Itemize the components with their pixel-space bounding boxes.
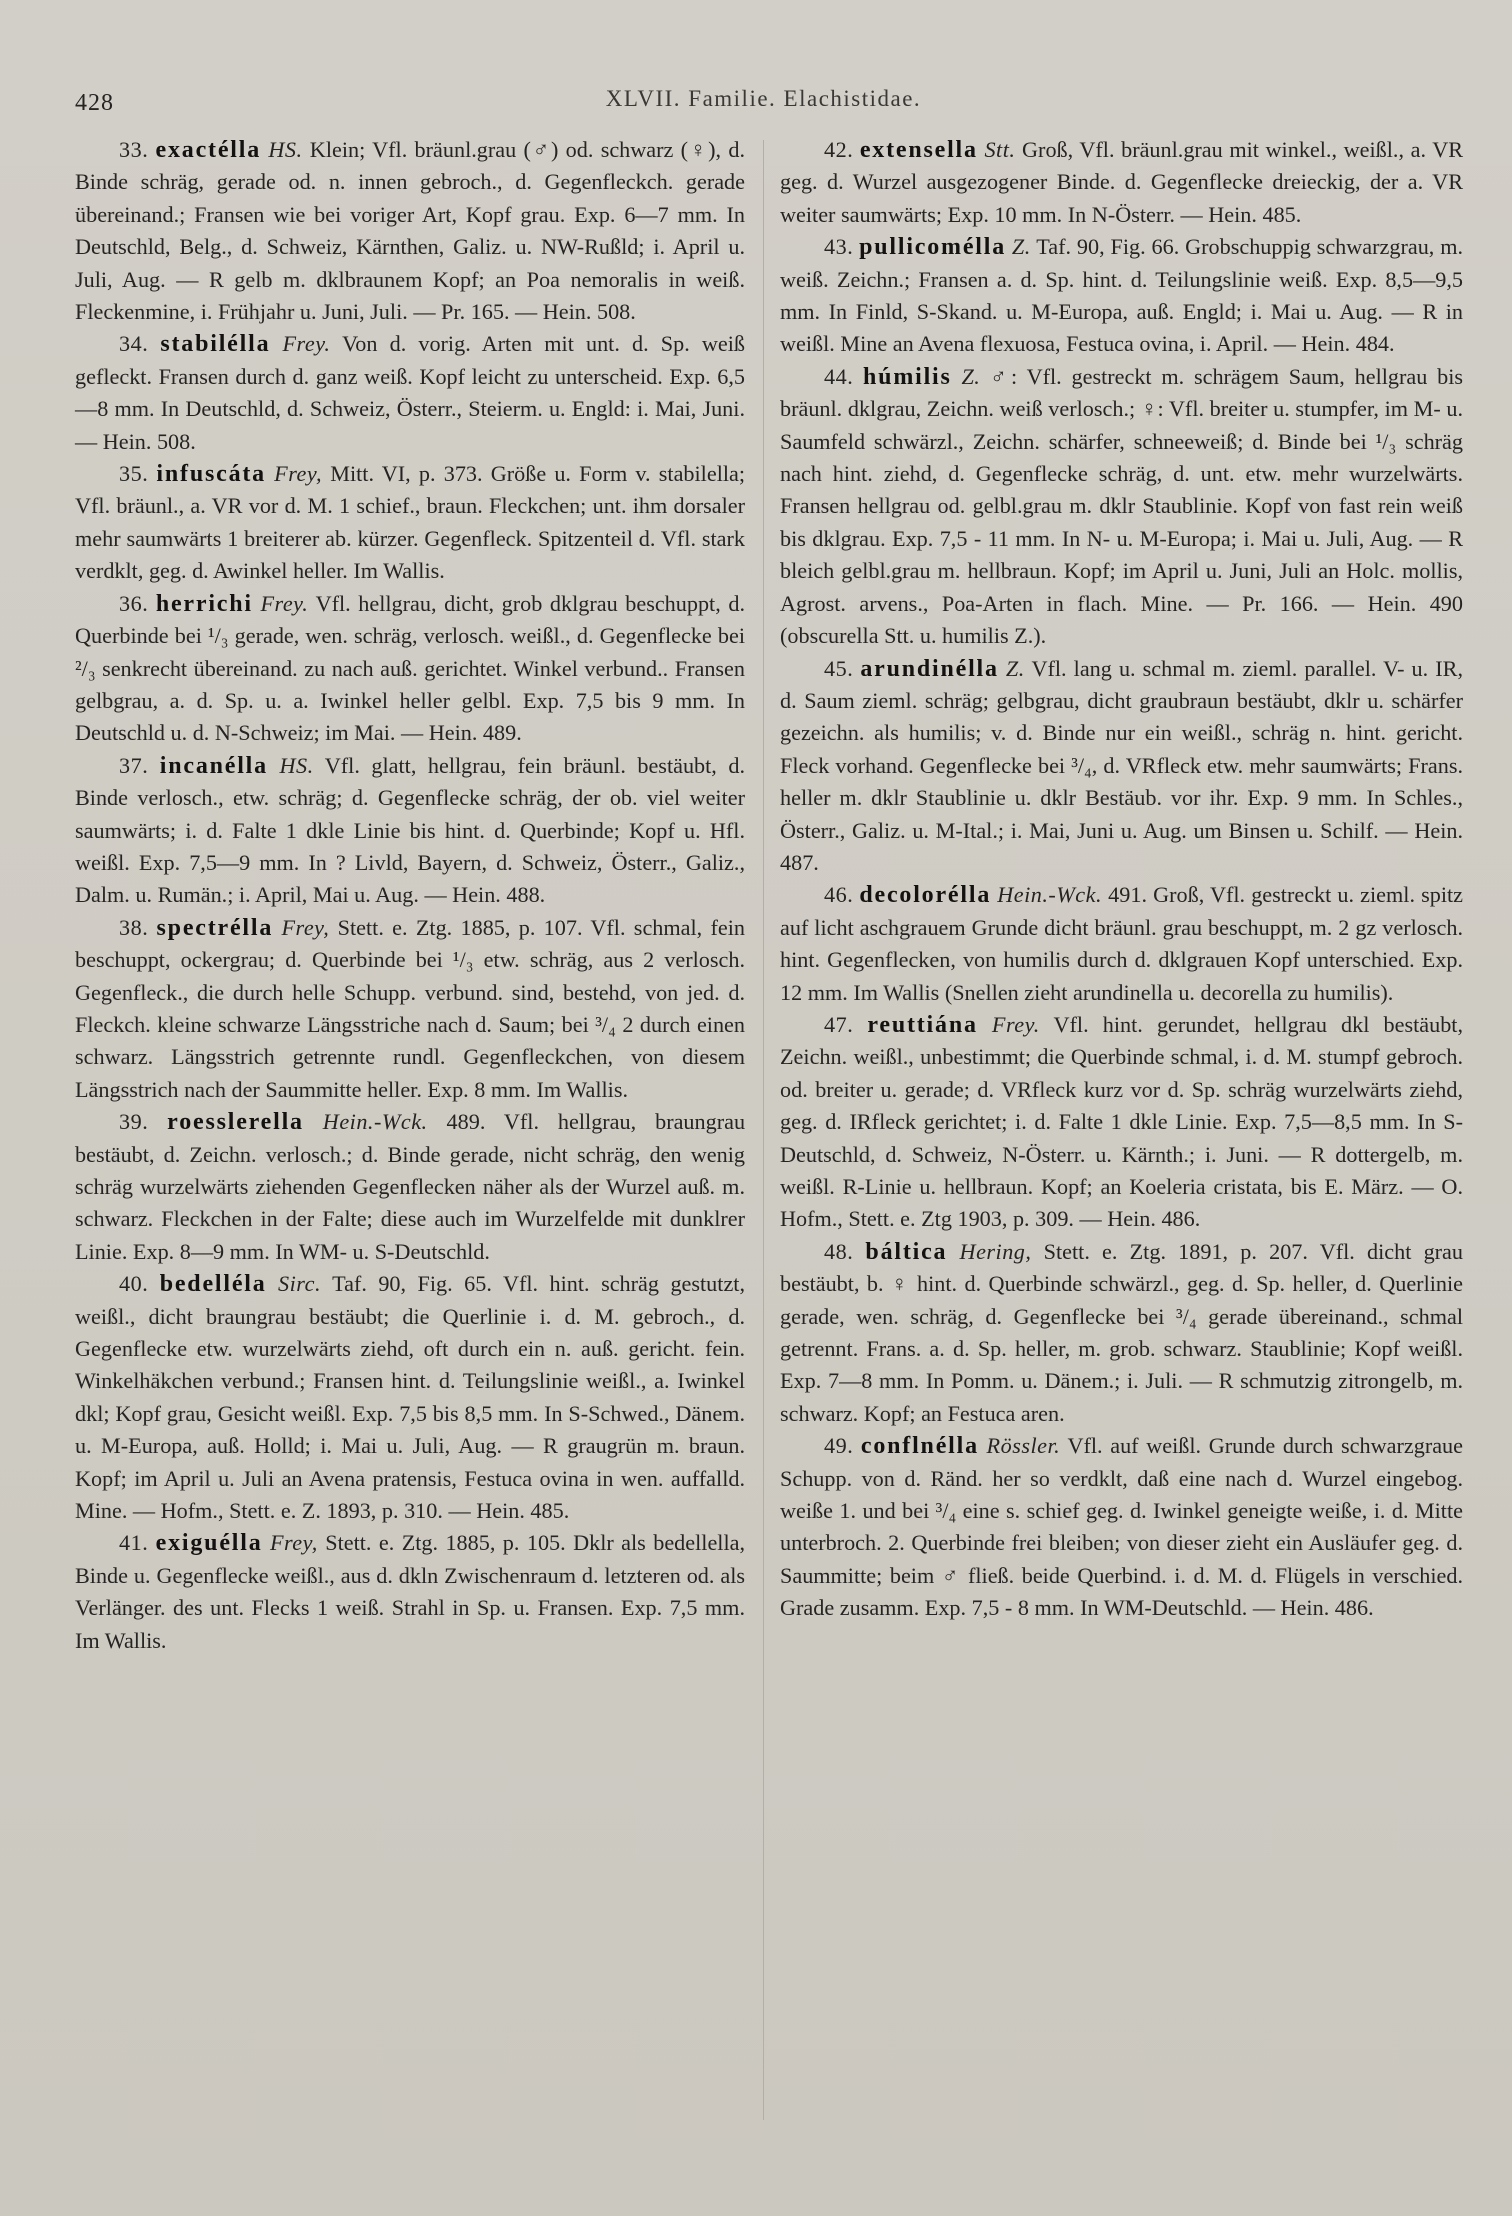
right-column	[780, 134, 1463, 1625]
species-name: exactélla	[155, 137, 262, 163]
entry-number: 42.	[824, 137, 854, 162]
species-name: pullicomélla	[859, 234, 1007, 261]
species-name: exiguélla	[155, 1530, 263, 1557]
species-name: decolorélla	[859, 882, 992, 909]
entry-description: Stett. e. Ztg. 1885, p. 107. Vfl. schmal, fein beschuppt, ockergrau; d. Querbinde bei ¹/₃ etw. schräg, aus 2 verlosch. Gegenfleck., die durch helle Schupp. verbund. sind, bestehd, von jed. d. Fleckch. kleine schwarze Längsstriche nach d. Saum; bei ³/₄ 2 durch einen schwarz. Längsstrich getrennte rundl. Gegenfleckchen, von diesem Längsstrich nach der Saummitte heller. Exp. 8 mm. Im Wallis.	[75, 914, 745, 1102]
species-author: Frey.	[991, 1011, 1040, 1037]
species-author: Z.	[961, 363, 981, 389]
entry-description: Stett. e. Ztg. 1891, p. 207. Vfl. dicht grau bestäubt, b. ♀ hint. d. Querbinde schwärzl., geg. d. Sp. heller, d. Querlinie gerade, wen. schräg, d. Gegenflecke bei ³/₄ gerade übereinand., schmal getrennt. Frans. a. d. Sp. heller, m. grob. schwarz. Staublinie; Kopf weißl. Exp. 7—8 mm. In Pomm. u. Dänem.; i. Juli. — R schmutzig zitrongelb, m. schwarz. Kopf; an Festuca aren.	[780, 1238, 1463, 1426]
species-entry	[75, 134, 745, 328]
entry-description: Taf. 90, Fig. 65. Vfl. hint. schräg gestutzt, weißl., dicht braungrau bestäubt; die Querlinie i. d. M. gebroch., d. Gegenflecke etw. wurzelwärts ziehd, oft durch ein n. auß. gericht. fein. Winkelhäkchen verbund.; Fransen hint. d. Teilungslinie weißl., a. Iwinkel dkl; Kopf grau, Gesicht weißl. Exp. 7,5 bis 8,5 mm. In S-Schwed., Dänem. u. M-Europa, auß. Holld; i. Mai u. Juli, Aug. — R graugrün m. braun. Kopf; im April u. Juli an Avena pratensis, Festuca ovina in wen. auffalld. Mine. — Hofm., Stett. e. Z. 1893, p. 310. — Hein. 485.	[75, 1271, 745, 1524]
species-entry	[780, 1009, 1463, 1236]
page-number: 428	[75, 90, 114, 116]
entry-description: Vfl. lang u. schmal m. zieml. parallel. V- u. IR, d. Saum zieml. schräg; gelbgrau, dicht graubraun bestäubt, dklr u. schärfer gezeichn. als humilis; v. d. Binde nur ein weißl., schräg n. hint. gericht. Fleck vorhand. Gegenflecke bei ³/₄, d. VRfleck etw. mehr saumwärts; Frans. heller m. dklr Staublinie u. dklr Bestäub. vor ihr. Exp. 9 mm. In Schles., Österr., Galiz. u. M-Ital.; i. Mai, Juni u. Aug. um Binsen u. Schilf. — Hein. 487.	[780, 655, 1464, 875]
species-entry	[75, 458, 745, 588]
species-entry	[780, 1236, 1463, 1430]
species-name: roesslerella	[167, 1109, 304, 1136]
species-author: Hering,	[959, 1238, 1032, 1264]
entry-number: 49.	[824, 1433, 854, 1459]
entry-number: 39.	[119, 1109, 149, 1135]
page-header	[75, 82, 1452, 122]
species-entry	[75, 1268, 745, 1527]
entry-number: 37.	[119, 752, 149, 778]
species-entry	[75, 1106, 745, 1268]
entry-number: 44.	[824, 363, 854, 389]
species-entry	[780, 879, 1463, 1009]
entry-description: Vfl. hint. gerundet, hellgrau dkl bestäubt, Zeichn. weißl., unbestimmt; die Querbinde schmal, i. d. M. stumpf gebroch. od. breiter u. gerade; d. VRfleck kurz vor d. Sp. schräg wurzelwärts ziehd, geg. d. IRfleck gerichtet; i. d. Falte 1 dkle Linie. Exp. 7,5—8,5 mm. In S-Deutschld, d. Schweiz, N-Österr. u. Kärnth.; i. Juni. — R dottergelb, m. weißl. R-Linie u. hellbraun. Kopf; an Koeleria cristata, bis E. März. — O. Hofm., Stett. e. Ztg 1903, p. 309. — Hein. 486.	[780, 1011, 1464, 1232]
species-author: Rössler.	[986, 1433, 1061, 1459]
species-name: extensella	[859, 137, 978, 163]
entry-number: 36.	[119, 590, 149, 616]
entry-number: 47.	[824, 1011, 854, 1037]
entry-description: Taf. 90, Fig. 66. Grobschuppig schwarzgrau, m. weiß. Zeichn.; Fransen a. d. Sp. hint. d. Teilungslinie weiß. Exp. 8,5—9,5 mm. In Finld, S-Skand. u. M-Europa, auß. Engld; i. Mai u. Aug. — R in weißl. Mine an Avena flexuosa, Festuca ovina, i. April. — Hein. 484.	[780, 234, 1464, 357]
running-title: XLVII. Familie. Elachistidae.	[605, 86, 922, 111]
species-author: Frey,	[281, 914, 330, 940]
species-author: Z.	[1005, 655, 1025, 681]
entry-number: 41.	[119, 1530, 149, 1556]
species-author: HS.	[268, 137, 303, 162]
left-column	[75, 134, 745, 1657]
species-name: infuscáta	[156, 461, 266, 488]
species-name: spectrélla	[156, 914, 274, 941]
species-author: Frey,	[269, 1530, 318, 1556]
species-name: stabiléllа	[160, 331, 271, 358]
species-entry	[75, 1527, 745, 1657]
entry-description: Klein; Vfl. bräunl.grau (♂) od. schwarz (♀), d. Binde schräg, gerade od. n. innen gebroch., d. Gegenfleckch. gerade übereinand.; Fransen wie bei voriger Art, Kopf grau. Exp. 6—7 mm. In Deutschld, Belg., d. Schweiz, Kärnthen, Galiz. u. NW-Rußld; i. April u. Juli, Aug. — R gelb m. dklbraunem Kopf; an Poa nemoralis in weiß. Fleckenmine, i. Frühjahr u. Juni, Juli. — Pr. 165. — Hein. 508.	[75, 137, 746, 325]
species-author: Stt.	[984, 137, 1016, 162]
species-entry	[75, 328, 745, 458]
entry-number: 45.	[824, 655, 854, 681]
species-name: báltica	[865, 1238, 948, 1265]
species-author: Frey.	[282, 331, 331, 357]
species-author: Frey,	[274, 461, 323, 487]
species-entry	[780, 231, 1463, 361]
species-author: Frey.	[260, 590, 309, 616]
species-entry	[75, 750, 745, 912]
entry-description: Vfl. hellgrau, dicht, grob dklgrau beschuppt, d. Querbinde bei ¹/₃ gerade, wen. schräg, verlosch. weißl., d. Gegenflecke bei ²/₃ senkrecht übereinand. zu nach auß. gerichtet. Winkel verbund.. Fransen gelbgrau, a. d. Sp. u. a. Iwinkel heller gelbl. Exp. 7,5 bis 9 mm. In Deutschld u. d. N-Schweiz; im Mai. — Hein. 489.	[75, 590, 745, 746]
entry-number: 38.	[119, 914, 149, 940]
species-name: conflnélla	[860, 1433, 979, 1460]
entry-description: 491. Groß, Vfl. gestreckt u. zieml. spitz auf licht aschgrauem Grunde dicht bräunl. grau beschuppt, m. 2 gz verlosch. hint. Gegenflecken, von humilis durch d. dklgrauen Kopf unterschied. Exp. 12 mm. Im Wallis (Snellen zieht arundinella u. decorella zu humilis).	[780, 882, 1464, 1005]
species-name: bedelléla	[159, 1271, 267, 1298]
species-author: HS.	[279, 752, 314, 778]
entry-description: Vfl. auf weißl. Grunde durch schwarzgraue Schupp. von d. Ränd. her so verdklt, daß eine nach d. Wurzel eingebog. weiße 1. und bei ³/₄ eine s. schief geg. d. Iwinkel geneigte weiße, i. d. Mitte unterbroch. 2. Querbinde frei bleiben; von dieser zieht ein Ausläufer geg. d. Saummitte; beim ♂ fließ. beide Querbind. i. d. M. d. Flügels in verschied. Grade zusamm. Exp. 7,5 - 8 mm. In WM-Deutschld. — Hein. 486.	[780, 1433, 1464, 1621]
species-entry	[780, 134, 1463, 231]
species-name: húmilis	[863, 363, 952, 390]
species-entry	[780, 1430, 1463, 1624]
entry-description: 489. Vfl. hellgrau, braungrau bestäubt, d. Zeichn. verlosch.; d. Binde gerade, nicht schräg, den wenig schräg wurzelwärts ziehenden Gegenflecken näher als der Wurzel auß. m. schwarz. Fleckchen in der Falte; diese auch im Wurzelfelde mit dunklrer Linie. Exp. 8—9 mm. In WM- u. S-Deutschld.	[75, 1109, 746, 1264]
species-name: herrichi	[155, 590, 253, 617]
species-author: Hein.-Wck.	[997, 882, 1103, 908]
entry-description: Stett. e. Ztg. 1885, p. 105. Dklr als bedellella, Binde u. Gegenflecke weißl., aus d. dkln Zwischenraum d. letzteren od. als Verlänger. des unt. Flecks 1 weiß. Strahl in Sp. u. Fransen. Exp. 7,5 mm. Im Wallis.	[75, 1530, 746, 1653]
entry-number: 35.	[119, 461, 149, 487]
species-entry	[75, 912, 745, 1106]
entry-description: Groß, Vfl. bräunl.grau mit winkel., weißl., a. VR geg. d. Wurzel ausgezogener Binde. d. Gegenflecke dreieckig, der a. VR weiter saumwärts; Exp. 10 mm. In N-Österr. — Hein. 485.	[780, 137, 1464, 227]
species-entry	[780, 653, 1463, 880]
entry-description: Mitt. VI, p. 373. Größe u. Form v. stabilella; Vfl. bräunl., a. VR vor d. M. 1 schief., braun. Fleckchen; unt. ihm dorsaler mehr saumwärts 1 breiterer ab. kürzer. Gegenfleck. Spitzenteil d. Vfl. stark verdklt, geg. d. Awinkel heller. Im Wallis.	[75, 461, 746, 584]
entry-number: 34.	[119, 331, 149, 357]
species-author: Hein.-Wck.	[322, 1109, 428, 1135]
entry-number: 48.	[824, 1238, 854, 1264]
entry-number: 33.	[119, 137, 149, 162]
entry-number: 43.	[824, 234, 854, 260]
entry-description: ♂: Vfl. gestreckt m. schrägem Saum, hellgrau bis bräunl. dklgrau, Zeichn. weiß verlosch.; ♀: Vfl. breiter u. stumpfer, im M- u. Saumfeld schwärzl., Zeichn. schärfer, schneeweiß; d. Binde bei ¹/₃ schräg nach hint. ziehd, d. Gegenflecke schräg, d. unt. etw. mehr wurzelwärts. Fransen hellgrau od. gelbl.grau m. dklr Staublinie. Kopf von fast rein weiß bis dklgrau. Exp. 7,5 - 11 mm. In N- u. M-Europa; i. Mai u. Juli, Aug. — R bleich gelbl.grau m. hellbraun. Kopf; im April u. Juni, Juli an Holc. mollis, Agrost. arvens., Poa-Arten in flach. Mine. — Pr. 166. — Hein. 490 (obscurella Stt. u. humilis Z.).	[780, 363, 1464, 649]
column-divider	[763, 140, 764, 2120]
species-author: Sirc.	[278, 1271, 321, 1297]
entry-description: Vfl. glatt, hellgrau, fein bräunl. bestäubt, d. Binde verlosch., etw. schräg; d. Gegenflecke schräg, der ob. viel weiter saumwärts; i. d. Falte 1 dkle Linie bis hint. d. Querbinde; Kopf u. Hfl. weißl. Exp. 7,5—9 mm. In ? Livld, Bayern, d. Schweiz, Österr., Galiz., Dalm. u. Rumän.; i. April, Mai u. Aug. — Hein. 488.	[75, 752, 746, 908]
entry-number: 46.	[824, 882, 854, 908]
species-name: reuttiána	[867, 1011, 978, 1038]
entry-number: 40.	[119, 1271, 149, 1297]
species-entry	[75, 588, 745, 750]
species-author: Z.	[1011, 234, 1031, 260]
species-name: incanélla	[159, 752, 268, 779]
species-entry	[780, 361, 1463, 653]
species-name: arundinélla	[860, 655, 999, 682]
entry-description: Von d. vorig. Arten mit unt. d. Sp. weiß gefleckt. Fransen durch d. ganz weiß. Kopf leicht zu unterscheid. Exp. 6,5—8 mm. In Deutschld, d. Schweiz, Österr., Steierm. u. Engld: i. Mai, Juni. — Hein. 508.	[75, 331, 746, 454]
